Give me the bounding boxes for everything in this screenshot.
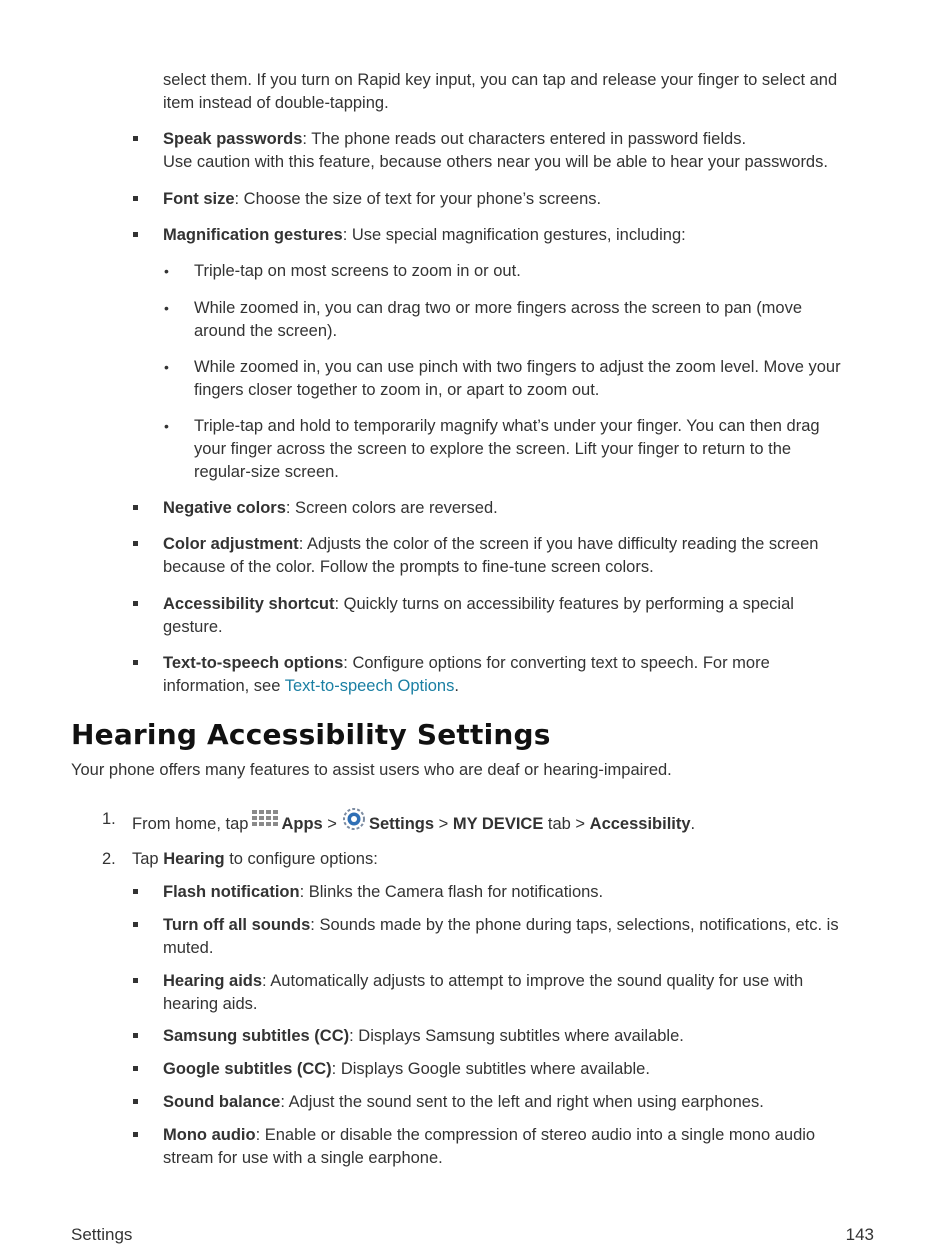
list-item bbox=[163, 497, 498, 520]
hearing-label: Hearing bbox=[163, 850, 225, 868]
round-bullet: • bbox=[164, 418, 169, 434]
list-item bbox=[163, 970, 803, 1016]
list-item bbox=[163, 593, 794, 639]
item-desc: : Sounds made by the phone during taps, selections, notifications, etc. is bbox=[310, 916, 839, 934]
item-term: Samsung subtitles (CC) bbox=[163, 1027, 350, 1045]
intro-paragraph bbox=[163, 69, 837, 115]
apps-grid-icon bbox=[252, 810, 279, 839]
step-number: 2. bbox=[102, 850, 116, 868]
square-bullet bbox=[133, 1099, 138, 1104]
item-term: Flash notification bbox=[163, 883, 300, 901]
item-desc-cont: hearing aids. bbox=[163, 995, 258, 1013]
sub-list-item bbox=[194, 260, 521, 283]
step-number: 1. bbox=[102, 810, 116, 828]
sub-item-line: fingers closer together to zoom in, or apart to zoom out. bbox=[194, 381, 600, 399]
item-desc: : Adjusts the color of the screen if you have difficulty reading the screen bbox=[298, 535, 819, 553]
item-term: Hearing aids bbox=[163, 972, 263, 990]
item-desc: : Automatically adjusts to attempt to improve the sound quality for use with bbox=[262, 972, 804, 990]
footer-section-name: Settings bbox=[71, 1225, 133, 1244]
intro-line-2: item instead of double-tapping. bbox=[163, 94, 389, 112]
sub-item-line: around the screen). bbox=[194, 322, 338, 340]
sub-item-line: Triple-tap on most screens to zoom in or out. bbox=[194, 262, 521, 280]
item-term: Google subtitles (CC) bbox=[163, 1060, 332, 1078]
round-bullet: • bbox=[164, 359, 169, 375]
square-bullet bbox=[133, 232, 138, 237]
square-bullet bbox=[133, 196, 138, 201]
square-bullet bbox=[133, 1132, 138, 1137]
punctuation: . bbox=[690, 815, 696, 833]
item-desc-cont: information, see bbox=[163, 677, 285, 695]
separator: > bbox=[434, 815, 453, 833]
item-desc: : Choose the size of text for your phone’s screens. bbox=[234, 190, 602, 208]
item-desc: : The phone reads out characters entered in password fields. bbox=[302, 130, 747, 148]
list-item bbox=[163, 881, 603, 904]
step-2 bbox=[132, 848, 378, 871]
square-bullet bbox=[133, 1066, 138, 1071]
list-item bbox=[163, 914, 839, 960]
item-desc: : Enable or disable the compression of stereo audio into a single mono audio bbox=[255, 1126, 816, 1144]
square-bullet bbox=[133, 505, 138, 510]
square-bullet bbox=[133, 541, 138, 546]
list-item bbox=[163, 1124, 815, 1170]
square-bullet bbox=[133, 1033, 138, 1038]
square-bullet bbox=[133, 978, 138, 983]
apps-label: Apps bbox=[281, 815, 323, 833]
list-item bbox=[163, 1025, 684, 1048]
step-text: Tap bbox=[132, 850, 164, 868]
list-item bbox=[163, 652, 770, 698]
square-bullet bbox=[133, 601, 138, 606]
item-desc-cont: gesture. bbox=[163, 618, 223, 636]
sub-item-line: Triple-tap and hold to temporarily magnify what’s under your finger. You can then drag bbox=[194, 417, 820, 435]
sub-list-item bbox=[194, 415, 820, 484]
square-bullet bbox=[133, 660, 138, 665]
square-bullet bbox=[133, 922, 138, 927]
sub-list-item bbox=[194, 356, 841, 402]
item-term: Magnification gestures bbox=[163, 226, 343, 244]
item-term: Mono audio bbox=[163, 1126, 256, 1144]
item-desc: : Adjust the sound sent to the left and right when using earphones. bbox=[280, 1093, 764, 1111]
sub-list-item bbox=[194, 297, 802, 343]
punctuation: . bbox=[454, 677, 459, 695]
sub-item-line: While zoomed in, you can use pinch with two fingers to adjust the zoom level. Move your bbox=[194, 358, 841, 376]
settings-label: Settings bbox=[368, 815, 435, 833]
item-desc: : Use special magnification gestures, including: bbox=[342, 226, 686, 244]
item-desc-cont: muted. bbox=[163, 939, 214, 957]
item-desc: : Blinks the Camera flash for notifications. bbox=[299, 883, 604, 901]
item-desc-cont: Use caution with this feature, because others near you will be able to hear your passwords. bbox=[163, 153, 828, 171]
item-desc: : Configure options for converting text to speech. For more bbox=[343, 654, 770, 672]
list-item bbox=[163, 224, 686, 247]
round-bullet: • bbox=[164, 300, 169, 316]
list-item bbox=[163, 533, 818, 579]
item-term: Text-to-speech options bbox=[163, 654, 344, 672]
list-item bbox=[163, 1058, 650, 1081]
my-device-label: MY DEVICE bbox=[452, 815, 544, 833]
item-desc: : Screen colors are reversed. bbox=[285, 499, 498, 517]
list-item bbox=[163, 188, 601, 211]
step-1 bbox=[132, 808, 695, 839]
step-text: tab > bbox=[543, 815, 590, 833]
square-bullet bbox=[133, 889, 138, 894]
item-term: Negative colors bbox=[163, 499, 286, 517]
settings-gear-icon bbox=[341, 808, 367, 839]
section-title: Hearing Accessibility Settings bbox=[71, 718, 551, 751]
sub-item-line: regular-size screen. bbox=[194, 463, 339, 481]
square-bullet bbox=[133, 136, 138, 141]
page-number: 143 bbox=[845, 1225, 874, 1244]
item-term: Sound balance bbox=[163, 1093, 281, 1111]
list-item bbox=[163, 1091, 764, 1114]
separator: > bbox=[322, 815, 337, 833]
accessibility-label: Accessibility bbox=[589, 815, 691, 833]
item-term: Font size bbox=[163, 190, 235, 208]
item-desc: : Displays Google subtitles where available. bbox=[331, 1060, 650, 1078]
item-term: Turn off all sounds bbox=[163, 916, 311, 934]
item-desc: : Quickly turns on accessibility features by performing a special bbox=[334, 595, 794, 613]
text-to-speech-options-link[interactable]: Text-to-speech Options bbox=[284, 677, 455, 695]
round-bullet: • bbox=[164, 263, 169, 279]
item-term: Color adjustment bbox=[163, 535, 299, 553]
item-term: Speak passwords bbox=[163, 130, 303, 148]
item-desc-cont: because of the color. Follow the prompts to fine-tune screen colors. bbox=[163, 558, 654, 576]
item-desc: : Displays Samsung subtitles where available. bbox=[349, 1027, 684, 1045]
sub-item-line: While zoomed in, you can drag two or more fingers across the screen to pan (move bbox=[194, 299, 803, 317]
step-text: From home, tap bbox=[132, 815, 249, 833]
intro-line-1: select them. If you turn on Rapid key input, you can tap and release your finger to select and bbox=[163, 71, 838, 89]
section-intro: Your phone offers many features to assist users who are deaf or hearing-impaired. bbox=[71, 761, 672, 779]
sub-item-line: your finger across the screen to explore the screen. Lift your finger to return to the bbox=[194, 440, 792, 458]
item-desc-cont: stream for use with a single earphone. bbox=[163, 1149, 443, 1167]
item-term: Accessibility shortcut bbox=[163, 595, 335, 613]
step-text: to configure options: bbox=[224, 850, 378, 868]
list-item bbox=[163, 128, 828, 174]
